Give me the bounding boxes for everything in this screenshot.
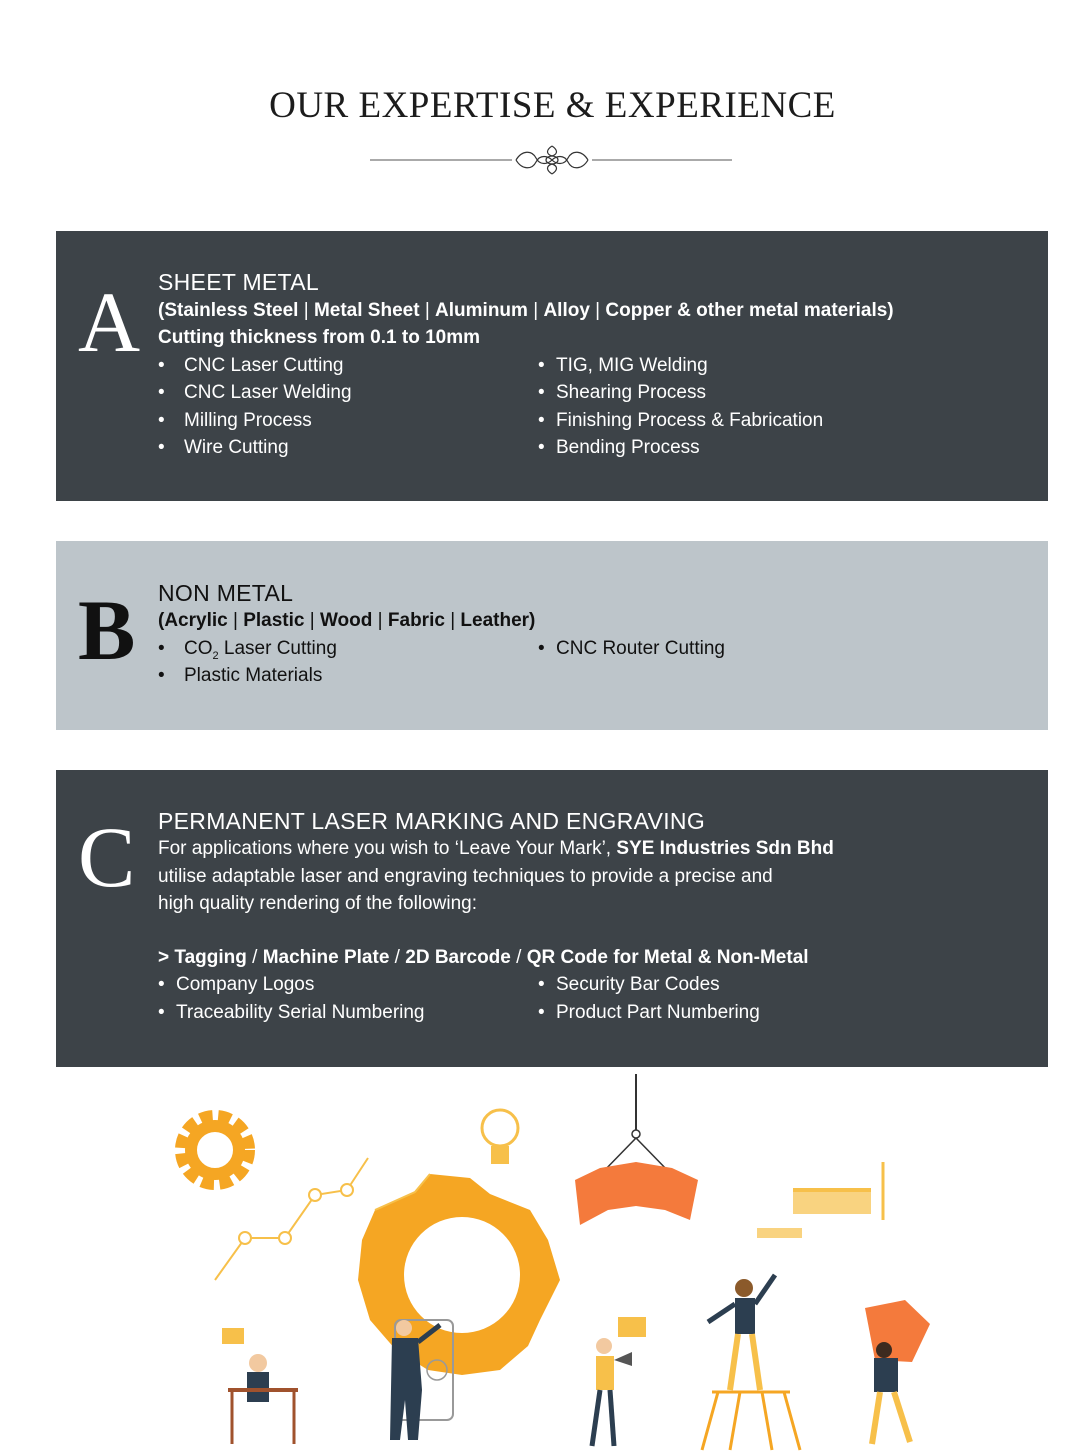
heading-tagging: > Tagging (158, 947, 247, 968)
separator: | (227, 610, 244, 631)
list-item-label: Traceability Serial Numbering (176, 1002, 425, 1023)
list-item-label: Company Logos (176, 974, 315, 995)
list-item-label: Wire Cutting (184, 437, 289, 458)
description-line-2: utilise adaptable laser and engraving techniques to provide a precise and (158, 866, 773, 887)
list-item-label: CNC Laser Welding (184, 382, 352, 403)
crane-hook-icon (600, 1074, 672, 1175)
separator: / (246, 947, 263, 968)
material-wood: Wood (319, 610, 373, 631)
section-letter-c: C (78, 809, 136, 905)
bullet-icon: • (158, 974, 165, 995)
person-laptop-icon (222, 1328, 298, 1444)
list-item (538, 382, 706, 404)
materials-line (158, 610, 535, 632)
material-metal-sheet: Metal Sheet (313, 300, 420, 321)
cutting-thickness: Cutting thickness from 0.1 to 10mm (158, 327, 481, 348)
material-acrylic: (Acrylic (158, 610, 228, 631)
list-item-label: Bending Process (556, 437, 700, 458)
bullet-icon: • (538, 410, 545, 431)
list-item (158, 410, 312, 432)
list-item-label: Plastic Materials (184, 665, 323, 686)
list-item (158, 382, 352, 404)
list-item-label: Finishing Process & Fabrication (556, 410, 824, 431)
section-letter-b: B (78, 582, 136, 678)
list-item-label: Security Bar Codes (556, 974, 720, 995)
description-text: For applications where you wish to ‘Leave Your Mark’, (158, 838, 617, 859)
material-fabric: Fabric (387, 610, 445, 631)
heading-machine-plate: Machine Plate (262, 947, 390, 968)
bullet-icon: • (158, 410, 165, 431)
section-title-laser-marking: PERMANENT LASER MARKING AND ENGRAVING (158, 808, 706, 834)
list-item (158, 355, 343, 377)
list-item-label: Milling Process (184, 410, 312, 431)
co2-suffix: Laser Cutting (218, 638, 337, 659)
bullet-icon: • (158, 382, 165, 403)
list-item (158, 665, 322, 687)
small-gear-icon (185, 1120, 245, 1180)
description-line-3: high quality rendering of the following: (158, 893, 477, 914)
co2-subscript: 2 (212, 649, 219, 662)
list-item (538, 355, 708, 377)
heading-2d-barcode: 2D Barcode (405, 947, 511, 968)
person-megaphone-icon (592, 1317, 646, 1446)
list-item-label: CNC Router Cutting (556, 638, 725, 659)
separator: | (304, 610, 320, 631)
bullet-icon: • (158, 665, 165, 686)
list-item (538, 437, 700, 459)
person-carrying-block-icon (865, 1300, 930, 1444)
bullet-icon: • (158, 437, 165, 458)
hanging-gear-segment-icon (575, 1162, 698, 1225)
person-on-ladder-icon (702, 1275, 800, 1450)
list-item (158, 638, 337, 662)
bullet-icon: • (538, 974, 545, 995)
separator: | (527, 300, 544, 321)
list-item (538, 410, 823, 432)
materials-line (158, 300, 894, 322)
list-item-label: Product Part Numbering (556, 1002, 760, 1023)
heading-qr-code: QR Code for Metal & Non-Metal (526, 947, 809, 968)
bullet-icon: • (158, 638, 165, 659)
list-item (158, 1002, 425, 1024)
marking-heading (158, 947, 809, 969)
bullet-icon: • (538, 1002, 545, 1023)
company-name: SYE Industries Sdn Bhd (616, 838, 834, 859)
material-stainless-steel: (Stainless Steel (158, 300, 299, 321)
separator: / (510, 947, 527, 968)
document-lines-icon (757, 1162, 883, 1238)
bullet-icon: • (538, 355, 545, 376)
list-item (538, 974, 720, 996)
list-item (538, 638, 725, 660)
description-line-1 (158, 838, 834, 860)
separator: | (298, 300, 314, 321)
lightbulb-icon (482, 1110, 518, 1164)
co2-prefix: CO (184, 638, 213, 659)
separator: | (589, 300, 606, 321)
section-letter-a: A (78, 274, 141, 370)
list-item (158, 437, 289, 459)
bullet-icon: • (158, 1002, 165, 1023)
big-gear-icon (358, 1174, 560, 1375)
material-leather: Leather) (460, 610, 536, 631)
separator: | (419, 300, 436, 321)
material-copper: Copper & other metal materials) (605, 300, 894, 321)
list-item-label: Shearing Process (556, 382, 706, 403)
material-aluminum: Aluminum (435, 300, 528, 321)
material-plastic: Plastic (243, 610, 305, 631)
material-alloy: Alloy (543, 300, 590, 321)
bullet-icon: • (538, 437, 545, 458)
panel-laser-marking (56, 770, 1048, 1067)
bullet-icon: • (538, 638, 545, 659)
section-title-non-metal: NON METAL (158, 580, 294, 606)
bullet-icon: • (538, 382, 545, 403)
separator: | (444, 610, 461, 631)
section-title-sheet-metal: SHEET METAL (158, 269, 319, 295)
teamwork-illustration (0, 1070, 1069, 1454)
page-title: OUR EXPERTISE & EXPERIENCE (269, 85, 836, 126)
list-item-label: CNC Laser Cutting (184, 355, 344, 376)
list-item (158, 974, 314, 996)
separator: | (372, 610, 388, 631)
separator: / (389, 947, 406, 968)
ornament-divider-icon (370, 140, 735, 184)
list-item-label: TIG, MIG Welding (556, 355, 708, 376)
list-item (538, 1002, 760, 1024)
bullet-icon: • (158, 355, 165, 376)
panel-sheet-metal (56, 231, 1048, 501)
panel-non-metal (56, 541, 1048, 730)
